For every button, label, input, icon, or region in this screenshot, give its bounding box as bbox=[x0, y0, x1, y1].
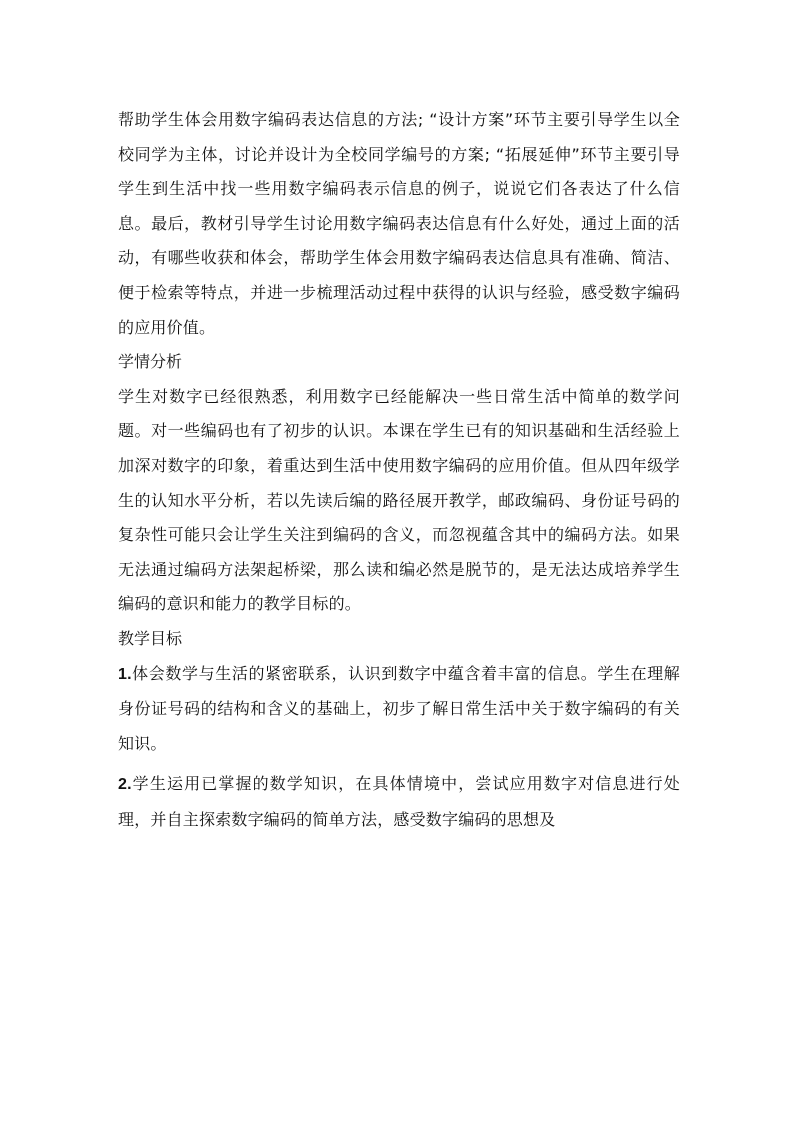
teaching-goal-text: 学生运用已掌握的数学知识，在具体情境中，尝试应用数字对信息进行处理，并自主探索数字编码的简单方法，感受数字编码的思想及 bbox=[118, 774, 680, 829]
teaching-goal-number: 2. bbox=[118, 776, 132, 794]
teaching-goal-item bbox=[118, 657, 680, 762]
teaching-goal-number: 1. bbox=[118, 665, 132, 683]
learning-analysis-paragraph: 学生对数字已经很熟悉，利用数字已经能解决一些日常生活中简单的数学问题。对一些编码也有了初步的认识。本课在学生已有的知识基础和生活经验上加深对数字的印象，着重达到生活中使用数字编码的应用价值。但从四年级学生的认知水平分析，若以先读后编的路径展开教学，邮政编码、身份证号码的复杂性可能只会让学生关注到编码的含义，而忽视蕴含其中的编码方法。如果无法通过编码方法架起桥梁，那么读和编必然是脱节的，是无法达成培养学生编码的意识和能力的教学目标的。 bbox=[118, 386, 680, 614]
teaching-goals-heading: 教学目标 bbox=[118, 628, 183, 648]
learning-analysis-heading: 学情分析 bbox=[118, 352, 183, 372]
intro-paragraph: 帮助学生体会用数字编码表达信息的方法; “设计方案”环节主要引导学生以全校同学为主体，讨论并设计为全校同学编号的方案; “拓展延伸”环节主要引导学生到生活中找一些用数字编码表示信息的例子，说说它们各表达了什么信息。最后，教材引导学生讨论用数字编码表达信息有什么好处，通过上面的活动，有哪些收获和体会，帮助学生体会用数字编码表达信息具有准确、简洁、便于检索等特点，并进一步梳理活动过程中获得的认识与经验，感受数字编码的应用价值。 bbox=[118, 110, 680, 337]
teaching-goal-item bbox=[118, 767, 680, 837]
document-body bbox=[118, 103, 680, 837]
teaching-goal-text: 体会数学与生活的紧密联系，认识到数字中蕴含着丰富的信息。学生在理解身份证号码的结构和含义的基础上，初步了解日常生活中关于数字编码的有关知识。 bbox=[118, 663, 680, 753]
